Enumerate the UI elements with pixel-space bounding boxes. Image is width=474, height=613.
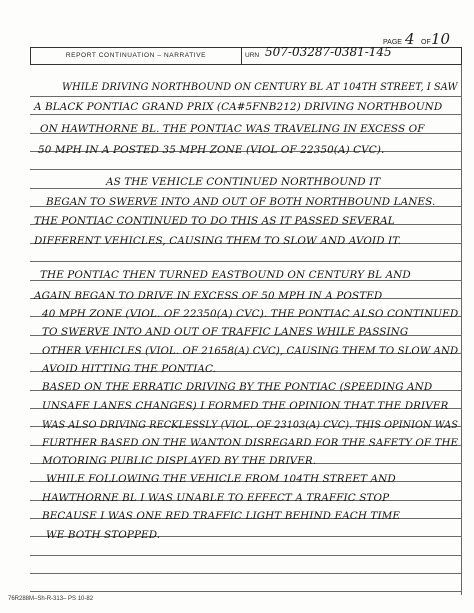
narrative-line: 40 MPH ZONE (VIOL. OF 22350(A) CVC). THE PONTIAC ALSO CONTINUED bbox=[42, 308, 459, 320]
right-margin-rule bbox=[461, 65, 462, 595]
narrative-line: WHILE DRIVING NORTHBOUND ON CENTURY BL AT 104TH STREET, I SAW bbox=[62, 81, 458, 93]
narrative-line: WE BOTH STOPPED. bbox=[46, 529, 161, 541]
ruled-line bbox=[30, 114, 462, 115]
form-title: REPORT CONTINUATION – NARRATIVE bbox=[31, 48, 242, 64]
narrative-line: OTHER VEHICLES (VIOL. OF 21658(A) CVC), CAUSING THEM TO SLOW AND bbox=[42, 345, 459, 357]
narrative-line: UNSAFE LANES CHANGES) I FORMED THE OPINION THAT THE DRIVER bbox=[42, 400, 449, 412]
page-total: 10 bbox=[431, 30, 451, 48]
narrative-line: MOTORING PUBLIC DISPLAYED BY THE DRIVER. bbox=[42, 455, 317, 467]
narrative-line: BASED ON THE ERRATIC DRIVING BY THE PONTIAC (SPEEDING AND bbox=[42, 381, 433, 393]
narrative-line: 50 MPH IN A POSTED 35 MPH ZONE (VIOL OF 22350(A) CVC). bbox=[38, 144, 385, 156]
narrative-line: TO SWERVE INTO AND OUT OF TRAFFIC LANES WHILE PASSING bbox=[42, 326, 409, 338]
urn-value: 507-03287-0381-145 bbox=[265, 45, 392, 59]
ruled-line bbox=[30, 96, 462, 97]
ruled-line bbox=[30, 169, 462, 170]
narrative-line: AVOID HITTING THE PONTIAC. bbox=[42, 363, 217, 375]
ruled-line bbox=[30, 573, 462, 574]
urn-label: URN bbox=[245, 52, 260, 59]
narrative-line: DIFFERENT VEHICLES, CAUSING THEM TO SLOW AND AVOID IT. bbox=[34, 235, 402, 247]
narrative-line: ON HAWTHORNE BL. THE PONTIAC WAS TRAVELING IN EXCESS OF bbox=[40, 123, 425, 135]
narrative-line: THE PONTIAC THEN TURNED EASTBOUND ON CENTURY BL AND bbox=[40, 269, 411, 281]
narrative-line: FURTHER BASED ON THE WANTON DISREGARD FOR THE SAFETY OF THE bbox=[42, 437, 459, 449]
ruled-line bbox=[30, 261, 462, 262]
page-label: PAGE bbox=[383, 39, 402, 46]
narrative-line: A BLACK PONTIAC GRAND PRIX (CA#5FNB212) DRIVING NORTHBOUND bbox=[34, 101, 443, 113]
narrative-line: AS THE VEHICLE CONTINUED NORTHBOUND IT bbox=[106, 176, 381, 188]
page-current: 4 bbox=[405, 30, 415, 48]
narrative-line: BEGAN TO SWERVE INTO AND OUT OF BOTH NORTHBOUND LANES. bbox=[46, 196, 436, 208]
narrative-line: THE PONTIAC CONTINUED TO DO THIS AS IT PASSED SEVERAL bbox=[34, 215, 395, 227]
narrative-line: WAS ALSO DRIVING RECKLESSLY (VIOL. OF 23103(A) CVC). THIS OPINION WAS bbox=[42, 419, 458, 431]
ruled-line bbox=[30, 591, 462, 592]
narrative-line: AGAIN BEGAN TO DRIVE IN EXCESS OF 50 MPH IN A POSTED bbox=[34, 290, 383, 302]
ruled-line bbox=[30, 555, 462, 556]
narrative-line: HAWTHORNE BL I WAS UNABLE TO EFFECT A TRAFFIC STOP bbox=[42, 492, 390, 504]
narrative-line: WHILE FOLLOWING THE VEHICLE FROM 104TH STREET AND bbox=[46, 473, 396, 485]
report-header bbox=[30, 47, 462, 65]
ruled-line bbox=[30, 188, 462, 189]
page-of-label: OF bbox=[421, 39, 431, 46]
form-code: 76R288M–Sh-R-313– PS 10-82 bbox=[8, 596, 94, 602]
narrative-line: BECAUSE I WAS ONE RED TRAFFIC LIGHT BEHIND EACH TIME bbox=[42, 510, 401, 522]
